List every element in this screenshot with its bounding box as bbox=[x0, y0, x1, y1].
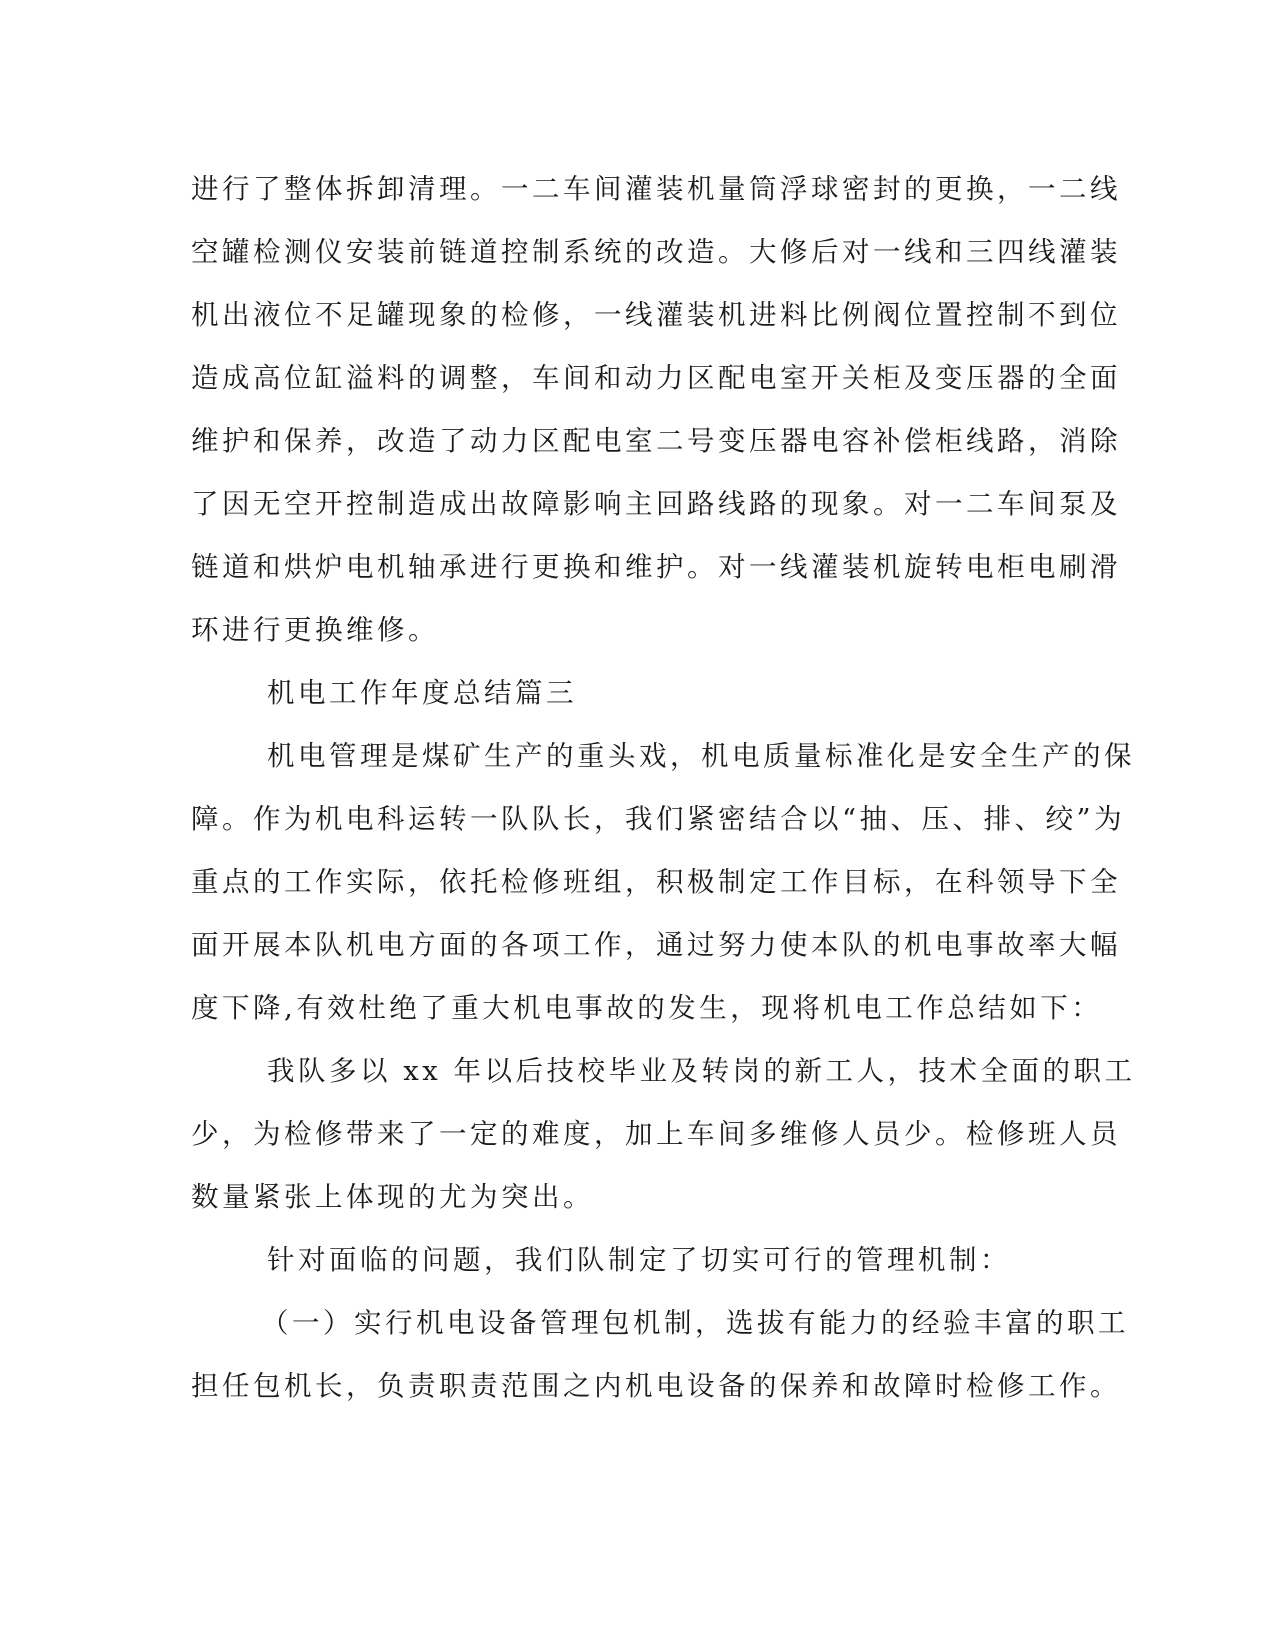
text-line: 面开展本队机电方面的各项工作，通过努力使本队的机电事故率大幅 bbox=[191, 929, 1121, 961]
text-line: 数量紧张上体现的尤为突出。 bbox=[191, 1181, 594, 1213]
text-line: 机出液位不足罐现象的检修，一线灌装机进料比例阀位置控制不到位 bbox=[191, 299, 1121, 331]
text-line: 维护和保养，改造了动力区配电室二号变压器电容补偿柜线路，消除 bbox=[191, 425, 1121, 457]
text-line: 链道和烘炉电机轴承进行更换和维护。对一线灌装机旋转电柜电刷滑 bbox=[191, 551, 1121, 583]
text-line: 造成高位缸溢料的调整，车间和动力区配电室开关柜及变压器的全面 bbox=[191, 362, 1121, 394]
text-line: 环进行更换维修。 bbox=[191, 614, 439, 646]
text-line: 了因无空开控制造成出故障影响主回路线路的现象。对一二车间泵及 bbox=[191, 488, 1121, 520]
text-line: 机电管理是煤矿生产的重头戏，机电质量标准化是安全生产的保 bbox=[267, 740, 1135, 772]
section-heading: 机电工作年度总结篇三 bbox=[267, 677, 577, 709]
text-line: 空罐检测仪安装前链道控制系统的改造。大修后对一线和三四线灌装 bbox=[191, 236, 1121, 268]
text-line: 重点的工作实际，依托检修班组，积极制定工作目标，在科领导下全 bbox=[191, 866, 1121, 898]
text-line: 针对面临的问题，我们队制定了切实可行的管理机制： bbox=[267, 1244, 1011, 1276]
text-line: 少，为检修带来了一定的难度，加上车间多维修人员少。检修班人员 bbox=[191, 1118, 1121, 1150]
text-line: 担任包机长，负责职责范围之内机电设备的保养和故障时检修工作。 bbox=[191, 1370, 1121, 1402]
text-line: 障。作为机电科运转一队队长，我们紧密结合以“抽、压、排、绞”为 bbox=[191, 803, 1126, 835]
text-line: 我队多以 xx 年以后技校毕业及转岗的新工人，技术全面的职工 bbox=[267, 1055, 1136, 1087]
text-line: 度下降,有效杜绝了重大机电事故的发生，现将机电工作总结如下： bbox=[191, 992, 1103, 1024]
text-line: 进行了整体拆卸清理。一二车间灌装机量筒浮球密封的更换，一二线 bbox=[191, 173, 1121, 205]
document-body bbox=[191, 158, 1136, 1418]
list-item: （一）实行机电设备管理包机制，选拔有能力的经验丰富的职工 bbox=[261, 1307, 1129, 1339]
